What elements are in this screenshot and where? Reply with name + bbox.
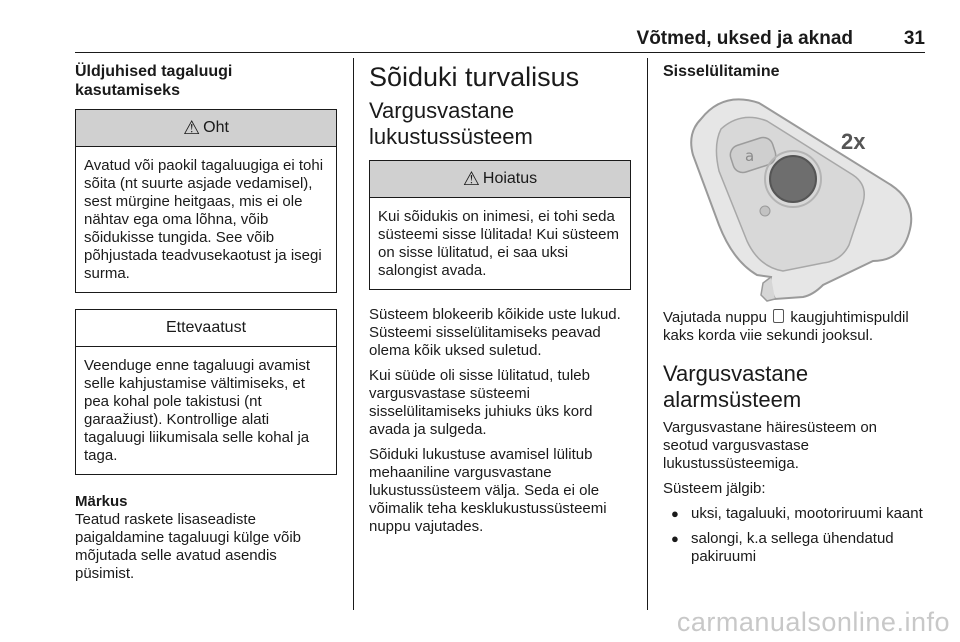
section-title: Sõiduki turvalisus (369, 62, 580, 92)
danger-box (75, 109, 337, 293)
column-3 (663, 62, 925, 573)
section-heading: Sisselülitamine (663, 63, 780, 80)
column-divider (647, 58, 648, 610)
bullet-glyph: ● (671, 506, 679, 521)
unlock-symbol: a (745, 147, 755, 165)
list-item (663, 530, 925, 566)
warning-triangle-icon: ⚠ (183, 117, 201, 139)
section-heading: Üldjuhised tagaluugi kasutamiseks (75, 63, 233, 99)
subsection-title: Vargusvastane lukustussüsteem (369, 98, 533, 149)
lock-icon (773, 309, 784, 323)
caution-box-header (76, 310, 336, 347)
page-number: 31 (903, 28, 925, 49)
monitors-label: Süsteem jälgib: (663, 480, 766, 497)
warning-text: Kui sõidukis on inimesi, ei tohi seda süsteemi sisse lülitada! Kui süsteem on sisse lülitatud, ei saa uksi salongist avada. (378, 208, 619, 279)
list-item (663, 505, 925, 523)
bullet-glyph: ● (671, 531, 679, 546)
note (75, 493, 337, 583)
list-item-text: uksi, tagaluuki, mootoriruumi kaant (691, 505, 923, 522)
warning-triangle-icon: ⚠ (462, 168, 480, 190)
column-2 (369, 62, 631, 543)
page-header (75, 26, 925, 53)
monitor-list (663, 505, 925, 566)
paragraph: Süsteem blokeerib kõikide uste lukud. Süsteemi sisselülitamiseks peavad olema kõik uksed suletud. (369, 306, 621, 359)
instruction (663, 309, 925, 345)
danger-box-header (76, 110, 336, 147)
paragraph: Sõiduki lukustuse avamisel lülitub mehaaniline vargusvastane lukustussüsteem välja. Seda ei ole võimalik teha kesklukustussüsteemi nuppu vajutades. (369, 446, 607, 535)
note-text: Teatud raskete lisaseadiste paigaldamine tagaluugi külge võib mõjutada selle avatud asendis püsimist. (75, 511, 301, 582)
danger-label: Oht (203, 119, 229, 136)
warning-box (369, 160, 631, 290)
instruction-before: Vajutada nuppu (663, 309, 767, 326)
trunk-button (760, 206, 770, 216)
list-item-text: salongi, k.a sellega ühendatud pakiruumi (691, 530, 894, 565)
warning-label: Hoiatus (482, 170, 538, 187)
instruction-after: kaugjuhtimispuldil kaks korda viie sekundi jooksul. (663, 309, 909, 344)
remote-key-figure (663, 85, 925, 303)
caution-text: Veenduge enne tagaluugi avamist selle kahjustamise vältimiseks, et pea kohal pole takistusi (nt garaažiust). Kontrollige alati tagaluugi liikumisala selle kohal ja taga. (84, 357, 311, 464)
caution-box (75, 309, 337, 475)
note-label: Märkus (75, 493, 128, 510)
warning-box-header (370, 161, 630, 198)
figure-label: 2x (841, 129, 866, 154)
column-1 (75, 62, 337, 583)
lock-button (770, 156, 816, 202)
paragraph: Kui süüde oli sisse lülitatud, tuleb vargusvastase süsteemi sisselülitamiseks juhiuks üks kord avada ja sulgeda. (369, 367, 593, 438)
column-divider (353, 58, 354, 610)
chapter-title: Võtmed, uksed ja aknad (636, 28, 853, 49)
caution-label: Ettevaatust (165, 319, 247, 336)
watermark: carmanualsonline.info (676, 607, 950, 637)
danger-text: Avatud või paokil tagaluugiga ei tohi sõita (nt suurte asjade vedamisel), sest mürgine heitgaas, mis ei ole nähtav ega oma lõhna, võib sõidukisse tungida. See võib põhjustada teadvusekaotust ja isegi surma. (84, 157, 324, 282)
alarm-title: Vargusvastane alarmsüsteem (663, 361, 809, 412)
alarm-intro: Vargusvastane häiresüsteem on seotud vargusvastase lukustussüsteemiga. (663, 419, 878, 472)
